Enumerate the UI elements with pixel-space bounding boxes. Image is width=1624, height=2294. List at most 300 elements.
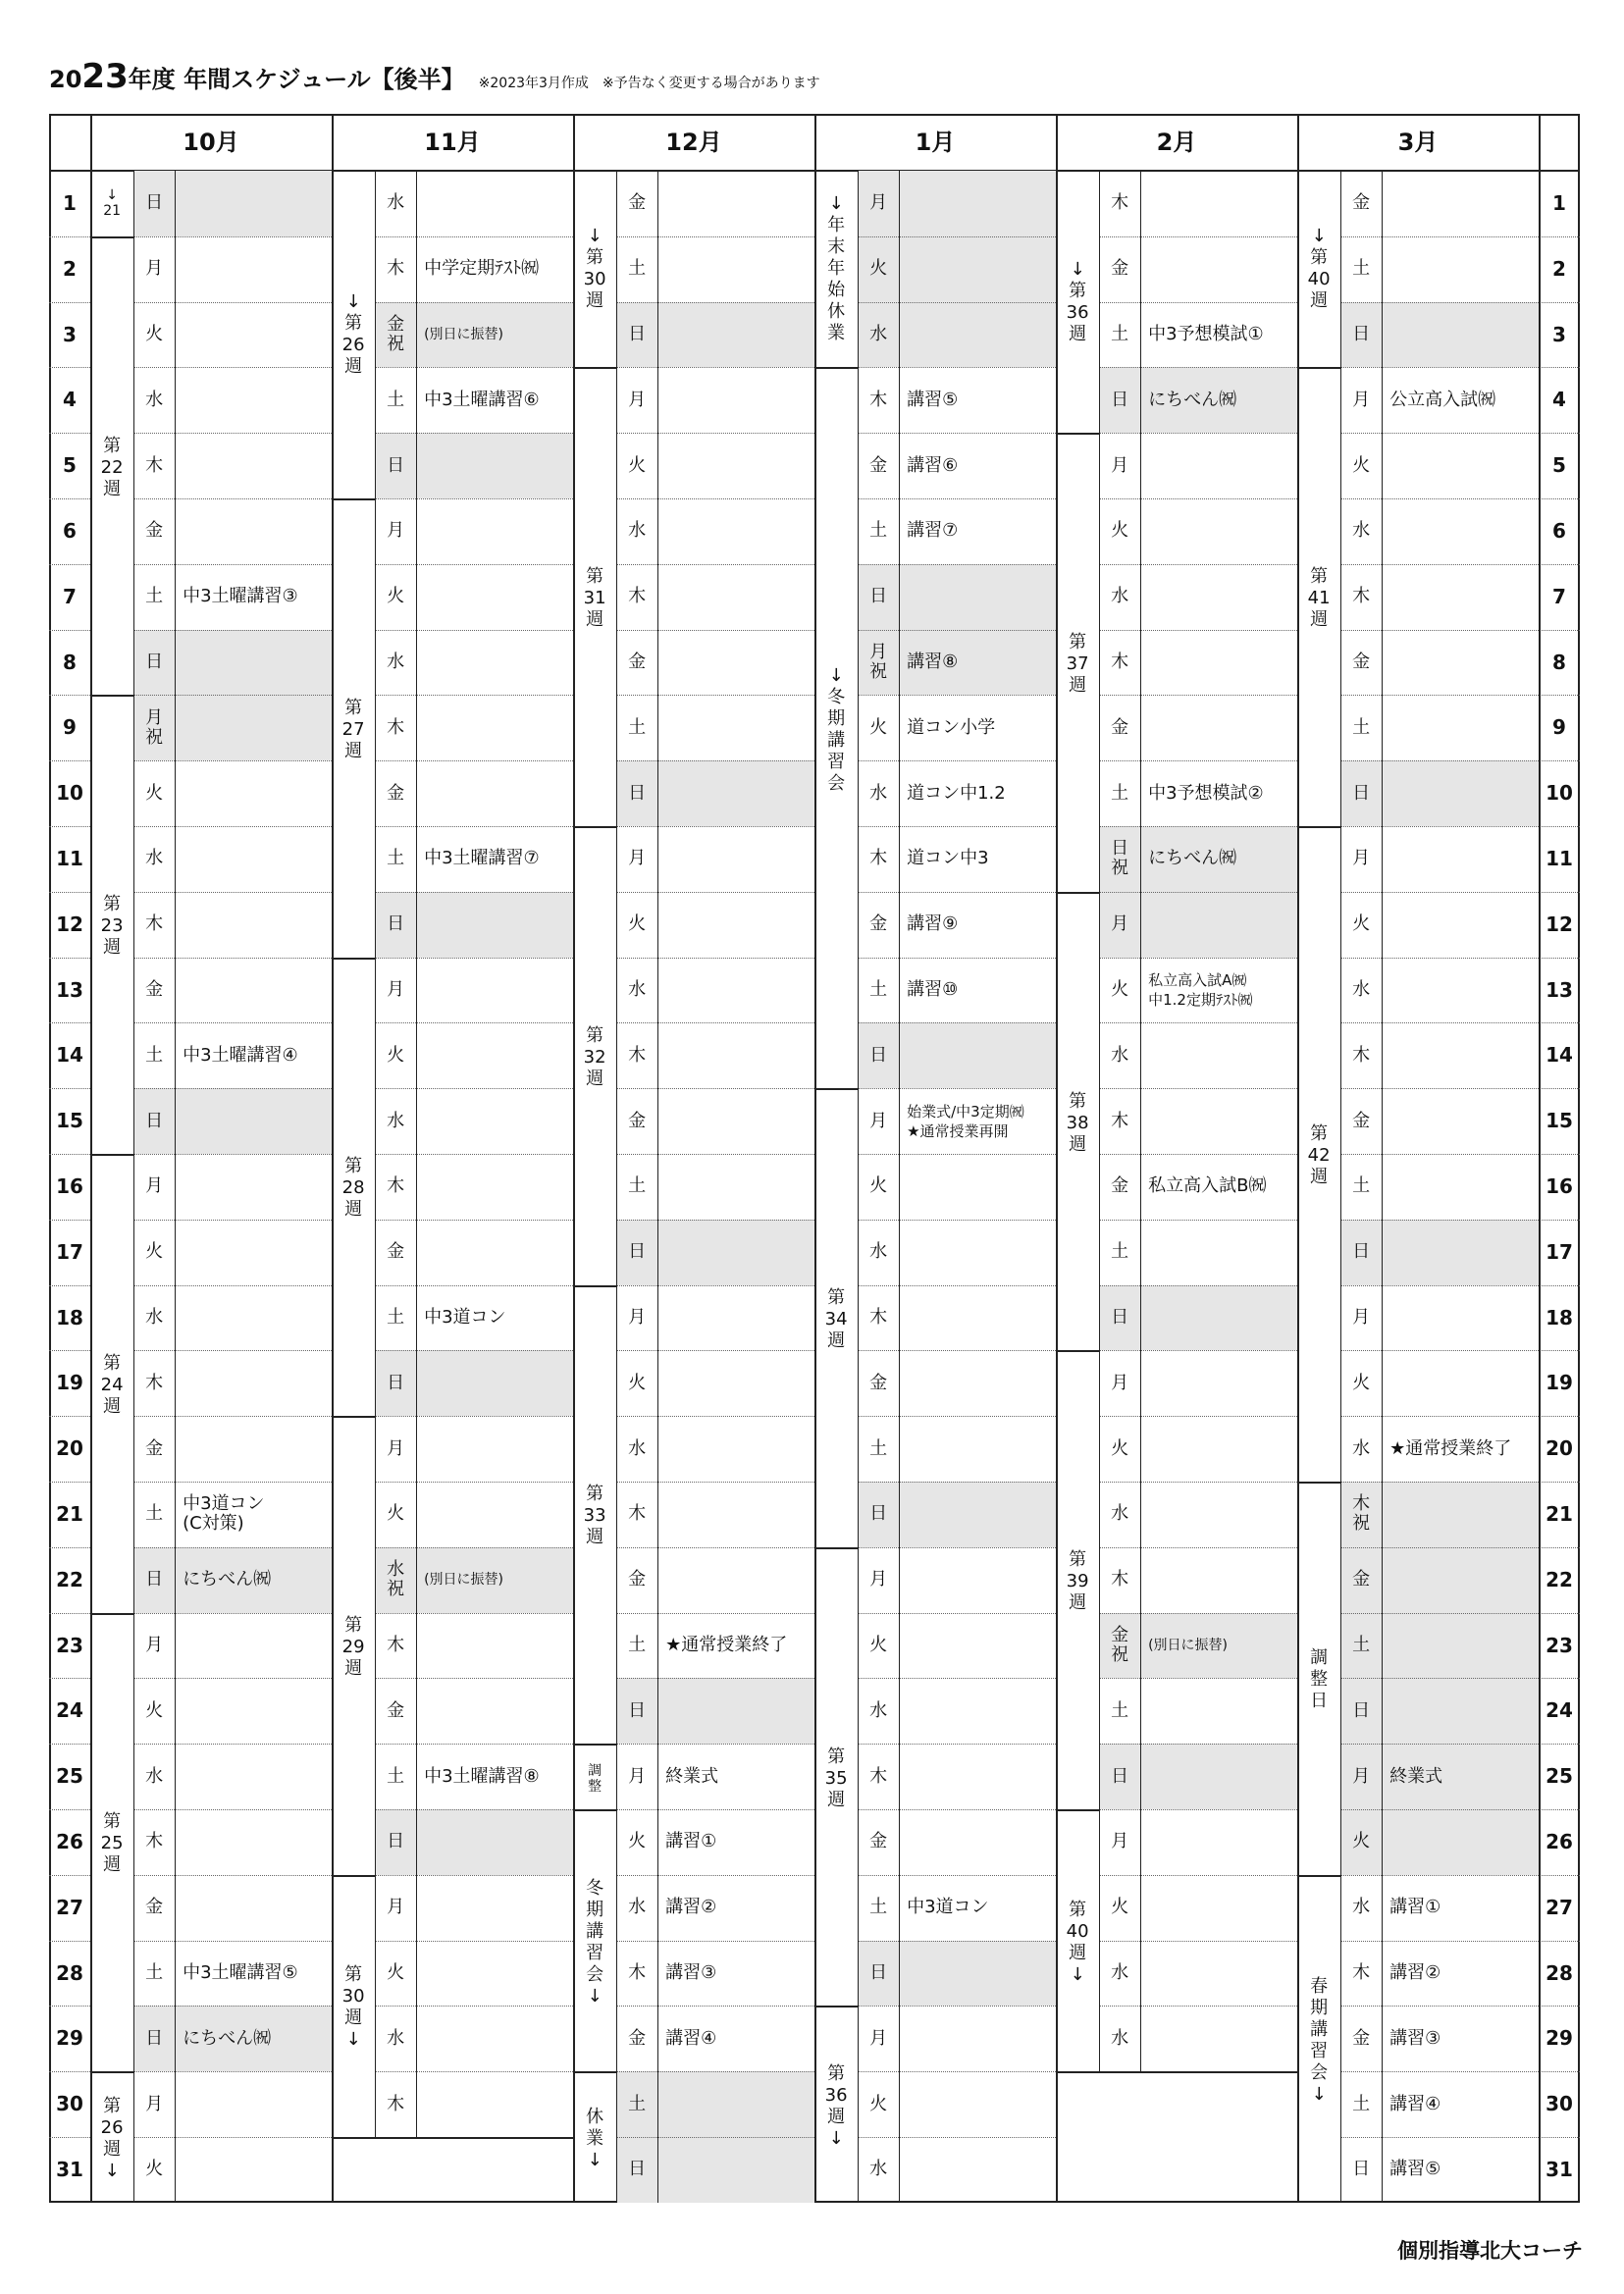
day-of-week <box>375 1088 416 1154</box>
event-divider <box>657 1350 658 1416</box>
day-of-week <box>133 236 175 302</box>
day-of-week-text: 金 <box>1111 1175 1129 1197</box>
day-number: 10 <box>56 781 83 806</box>
event-divider <box>1382 367 1383 433</box>
event-divider <box>899 760 900 826</box>
event-text: 講習③ <box>1389 2027 1441 2049</box>
week-label: 調 整 日 <box>1310 1647 1329 1712</box>
event-divider <box>899 1941 900 2007</box>
day-of-week-text: 日 <box>387 1831 405 1852</box>
day-of-week-text: 火 <box>1111 1897 1129 1918</box>
day-of-week <box>1099 826 1140 892</box>
event-text: 道コン中3 <box>907 848 989 869</box>
day-number: 27 <box>1545 1895 1573 1919</box>
event-divider <box>416 367 417 433</box>
event-divider <box>1140 1547 1141 1613</box>
day-of-week-text: 水 <box>869 323 888 344</box>
event-text: 中3土曜講習⑥ <box>424 389 540 410</box>
day-of-week-text: 月 <box>1111 913 1129 935</box>
day-of-week <box>133 1613 175 1679</box>
day-of-week <box>133 1285 175 1351</box>
title-year-prefix: 20 <box>49 66 82 93</box>
day-of-week-text: 水 <box>1111 1503 1129 1525</box>
day-of-week-text: 土 <box>1352 258 1371 280</box>
week-block <box>573 826 616 1287</box>
event-label <box>183 1941 298 2007</box>
day-number: 4 <box>1552 388 1566 412</box>
day-of-week <box>1099 630 1140 696</box>
day-of-week <box>1099 1744 1140 1809</box>
day-of-week <box>616 1744 657 1809</box>
event-text: 講習⑨ <box>907 913 959 935</box>
week-block <box>90 1154 133 1615</box>
day-of-week <box>375 1285 416 1351</box>
event-divider <box>416 892 417 958</box>
day-of-week-text: 火 <box>869 1634 888 1655</box>
day-of-week-text: 火 <box>1111 1437 1129 1459</box>
event-divider <box>416 1678 417 1744</box>
day-of-week <box>1099 171 1140 236</box>
event-text: 公立高入試㈷ <box>1389 389 1496 410</box>
day-of-week-text: 火 <box>628 1831 647 1852</box>
event-divider <box>657 630 658 696</box>
week-block <box>90 1613 133 2074</box>
day-of-week <box>1340 630 1382 696</box>
event-text: 中3土曜講習⑤ <box>183 1961 298 1983</box>
event-divider <box>1140 826 1141 892</box>
day-number: 12 <box>1545 912 1573 936</box>
event-divider <box>1382 2137 1383 2203</box>
day-of-week-text: 木 <box>628 1044 647 1066</box>
event-divider <box>899 1285 900 1351</box>
week-block <box>90 236 133 698</box>
event-divider <box>899 630 900 696</box>
week-label: 第 41 週 <box>1307 566 1331 631</box>
day-of-week <box>375 958 416 1023</box>
event-label <box>1148 1613 1228 1679</box>
day-of-week-text: 土 <box>1111 1699 1129 1721</box>
day-of-week <box>616 1154 657 1220</box>
day-number: 28 <box>1545 1960 1573 1985</box>
title-year-big: 23 <box>81 57 129 96</box>
day-of-week <box>1340 498 1382 564</box>
event-text: 中3予想模試② <box>1148 782 1264 804</box>
event-label <box>665 1941 716 2007</box>
event-text: 講習② <box>1389 1961 1441 1983</box>
day-of-week <box>375 630 416 696</box>
day-of-week-text: 金 <box>1352 1110 1371 1131</box>
event-label <box>424 367 540 433</box>
day-number: 21 <box>1545 1502 1573 1526</box>
event-text: 講習⑤ <box>907 389 959 410</box>
day-of-week <box>1340 1613 1382 1679</box>
event-divider <box>416 1744 417 1809</box>
month-header: 3月 <box>1397 129 1439 156</box>
event-divider <box>899 1088 900 1154</box>
day-of-week <box>133 630 175 696</box>
week-block <box>90 171 133 236</box>
day-number: 16 <box>56 1174 83 1198</box>
day-of-week <box>1099 1809 1140 1875</box>
day-of-week-text: 金 <box>1111 716 1129 738</box>
day-of-week-text: 金 <box>145 1437 164 1459</box>
day-of-week <box>1099 302 1140 368</box>
day-of-week-text: 金 <box>1352 1569 1371 1590</box>
day-of-week-text: 土 <box>387 848 405 869</box>
day-of-week <box>1099 564 1140 630</box>
event-text: 中3土曜講習⑧ <box>424 1765 540 1787</box>
event-divider <box>416 1613 417 1679</box>
day-of-week <box>616 892 657 958</box>
day-of-week-text: 月 <box>1352 1765 1371 1787</box>
event-divider <box>899 1809 900 1875</box>
day-of-week-text: 日 <box>387 1372 405 1393</box>
event-divider <box>1382 498 1383 564</box>
event-divider <box>1140 958 1141 1023</box>
event-divider <box>657 2071 658 2137</box>
day-of-week-text: 土 <box>145 1961 164 1983</box>
event-divider <box>1382 1416 1383 1482</box>
day-of-week-text: 月 <box>869 192 888 214</box>
event-divider <box>899 1220 900 1285</box>
week-label: ↓ 第 30 週 <box>583 226 606 312</box>
day-number: 6 <box>1552 519 1566 543</box>
day-of-week <box>1340 1547 1382 1613</box>
event-text: 講習⑦ <box>907 520 959 542</box>
week-label: 第 35 週 <box>824 1746 848 1810</box>
event-divider <box>416 1416 417 1482</box>
event-divider <box>657 236 658 302</box>
event-divider <box>1140 630 1141 696</box>
day-of-week <box>616 1941 657 2007</box>
event-divider <box>175 171 176 236</box>
event-divider <box>416 1547 417 1613</box>
day-of-week <box>1340 1154 1382 1220</box>
day-number: 17 <box>1545 1239 1573 1264</box>
event-text: 私立高入試A㈷ 中1.2定期ﾃｽﾄ㈷ <box>1148 970 1253 1009</box>
day-number: 4 <box>63 388 77 412</box>
day-of-week <box>1099 1088 1140 1154</box>
day-of-week-text: 土 <box>628 716 647 738</box>
week-label: 第 29 週 <box>341 1614 365 1679</box>
week-block <box>90 2071 133 2205</box>
event-divider <box>657 1220 658 1285</box>
event-label <box>907 826 988 892</box>
day-of-week <box>133 433 175 498</box>
event-divider <box>175 498 176 564</box>
event-divider <box>1382 564 1383 630</box>
day-of-week-text: 木 <box>1111 192 1129 214</box>
event-divider <box>175 760 176 826</box>
day-of-week <box>1099 1220 1140 1285</box>
event-divider <box>1382 1875 1383 1941</box>
event-text: (別日に振替) <box>424 326 504 342</box>
day-of-week-text: 月 <box>1352 1306 1371 1328</box>
event-divider <box>1382 302 1383 368</box>
event-divider <box>175 302 176 368</box>
day-of-week-text: 水 <box>145 848 164 869</box>
day-of-week-text: 金 <box>1111 258 1129 280</box>
day-number: 2 <box>63 256 77 281</box>
day-of-week-text: 金 <box>628 2027 647 2049</box>
day-of-week <box>858 2006 899 2071</box>
week-block <box>1056 1809 1099 2073</box>
event-divider <box>416 1809 417 1875</box>
event-divider <box>175 433 176 498</box>
day-of-week-text: 水 <box>387 192 405 214</box>
day-number: 19 <box>1545 1371 1573 1395</box>
event-text: 講習⑩ <box>907 978 959 1000</box>
week-label: 第 39 週 <box>1066 1549 1089 1614</box>
event-divider <box>657 1022 658 1088</box>
day-of-week <box>858 1744 899 1809</box>
event-text: にちべん㈷ <box>1148 389 1237 410</box>
day-of-week-text: 金 <box>628 651 647 672</box>
event-divider <box>175 1482 176 1547</box>
event-label <box>907 498 958 564</box>
day-of-week-text: 日 <box>869 586 888 607</box>
event-divider <box>899 236 900 302</box>
day-of-week-text: 月 <box>869 1569 888 1590</box>
event-divider <box>1140 892 1141 958</box>
event-label <box>665 1875 716 1941</box>
day-of-week-text: 土 <box>387 389 405 410</box>
day-of-week-text: 木 <box>1352 1961 1371 1983</box>
day-of-week <box>1340 1416 1382 1482</box>
day-of-week <box>133 498 175 564</box>
event-divider <box>1382 760 1383 826</box>
event-text: 講習① <box>1389 1897 1441 1918</box>
event-divider <box>1382 433 1383 498</box>
day-of-week-text: 日 <box>145 192 164 214</box>
day-number: 31 <box>56 2158 83 2181</box>
event-divider <box>899 1154 900 1220</box>
event-divider <box>657 1875 658 1941</box>
day-number: 13 <box>56 977 83 1002</box>
day-of-week <box>616 1547 657 1613</box>
day-of-week-text: 水 <box>1111 1044 1129 1066</box>
day-of-week <box>1099 760 1140 826</box>
event-label <box>907 630 958 696</box>
event-text: 講習⑥ <box>907 454 959 476</box>
event-divider <box>1382 171 1383 236</box>
event-divider <box>416 433 417 498</box>
event-divider <box>416 695 417 760</box>
event-divider <box>657 1285 658 1351</box>
day-of-week <box>1340 433 1382 498</box>
day-of-week <box>1099 498 1140 564</box>
event-divider <box>416 1875 417 1941</box>
day-of-week-text: 木 <box>145 913 164 935</box>
event-divider <box>1140 1482 1141 1547</box>
event-divider <box>175 1088 176 1154</box>
day-of-week <box>375 1220 416 1285</box>
day-of-week-text: 火 <box>1111 520 1129 542</box>
day-of-week <box>616 630 657 696</box>
event-divider <box>1140 1220 1141 1285</box>
day-of-week-text: 月 <box>145 1634 164 1655</box>
week-label: ↓ 第 26 週 <box>341 291 365 377</box>
day-of-week <box>133 1022 175 1088</box>
event-divider <box>657 695 658 760</box>
event-divider <box>1140 1941 1141 2007</box>
event-divider <box>1140 236 1141 302</box>
day-of-week <box>133 2006 175 2071</box>
event-divider <box>657 1547 658 1613</box>
day-of-week <box>858 1350 899 1416</box>
day-of-week-text: 土 <box>145 586 164 607</box>
event-label <box>1389 1875 1441 1941</box>
event-divider <box>1140 498 1141 564</box>
day-of-week-text: 金 <box>628 192 647 214</box>
event-divider <box>899 302 900 368</box>
week-label: 第 42 週 <box>1307 1123 1331 1187</box>
event-divider <box>899 1482 900 1547</box>
week-block <box>814 1547 858 2008</box>
day-of-week <box>1099 1154 1140 1220</box>
day-of-week-text: 水 <box>145 1765 164 1787</box>
week-label: ↓ 年 末 年 始 休 業 <box>827 193 846 344</box>
event-divider <box>175 695 176 760</box>
day-of-week <box>858 892 899 958</box>
day-of-week <box>133 1350 175 1416</box>
event-divider <box>899 1678 900 1744</box>
week-block <box>573 1285 616 1747</box>
day-column-divider <box>1539 114 1541 2203</box>
day-of-week-text: 日 <box>1111 1765 1129 1787</box>
footer-brand: 個別指導北大コーチ <box>1397 2239 1583 2263</box>
event-label <box>424 302 503 368</box>
day-of-week <box>1099 958 1140 1023</box>
event-divider <box>416 1941 417 2007</box>
day-of-week-text: 月 <box>387 520 405 542</box>
day-of-week-text: 火 <box>869 2093 888 2114</box>
day-of-week-text: 土 <box>628 1175 647 1197</box>
day-of-week <box>858 1285 899 1351</box>
event-label <box>1389 2006 1441 2071</box>
event-divider <box>657 498 658 564</box>
day-of-week <box>858 1088 899 1154</box>
day-number: 22 <box>56 1567 83 1591</box>
event-divider <box>899 695 900 760</box>
day-of-week <box>616 1416 657 1482</box>
day-number: 18 <box>1545 1305 1573 1329</box>
day-of-week-text: 水 <box>869 1241 888 1263</box>
event-divider <box>1382 1022 1383 1088</box>
event-label <box>183 1547 271 1613</box>
week-label: 休 業 ↓ <box>586 2106 604 2170</box>
event-text: 中3道コン <box>907 1897 989 1918</box>
event-divider <box>1382 1547 1383 1613</box>
day-of-week <box>133 1678 175 1744</box>
event-text: 私立高入試B㈷ <box>1148 1175 1267 1197</box>
event-text: 中3道コン <box>424 1306 506 1328</box>
day-of-week-text: 土 <box>1352 2093 1371 2114</box>
day-number: 25 <box>56 1764 83 1789</box>
day-of-week <box>375 1809 416 1875</box>
event-divider <box>1140 2006 1141 2071</box>
title-note: ※2023年3月作成 ※予告なく変更する場合があります <box>478 76 820 91</box>
day-of-week <box>375 236 416 302</box>
week-label: 春 期 講 習 会 ↓ <box>1310 1975 1329 2105</box>
day-of-week <box>858 1678 899 1744</box>
event-divider <box>175 1547 176 1613</box>
week-block <box>1297 826 1340 1484</box>
event-divider <box>1382 2071 1383 2137</box>
day-of-week <box>1099 1482 1140 1547</box>
day-of-week-text: 水 <box>869 2159 888 2180</box>
event-divider <box>899 958 900 1023</box>
event-divider <box>416 2071 417 2137</box>
day-of-week-text: 水 <box>1352 1437 1371 1459</box>
day-number: 24 <box>1545 1698 1573 1723</box>
day-of-week-text: 木 <box>1111 1110 1129 1131</box>
day-of-week <box>375 2071 416 2137</box>
week-block <box>1297 171 1340 367</box>
event-divider <box>175 1154 176 1220</box>
day-of-week <box>1340 2137 1382 2203</box>
day-of-week-text: 土 <box>628 1634 647 1655</box>
day-of-week-text: 水 <box>1111 586 1129 607</box>
day-number: 11 <box>56 847 83 870</box>
day-of-week <box>858 1547 899 1613</box>
day-of-week <box>1099 367 1140 433</box>
day-number: 22 <box>1545 1567 1573 1591</box>
day-of-week-text: 土 <box>1111 782 1129 804</box>
day-of-week-text: 金 <box>387 782 405 804</box>
event-text: 講習② <box>665 1897 717 1918</box>
day-number: 9 <box>63 715 77 740</box>
event-divider <box>657 2006 658 2071</box>
event-label <box>424 1547 503 1613</box>
day-of-week <box>858 171 899 236</box>
day-number: 11 <box>1545 847 1573 870</box>
day-of-week-text: 水 <box>628 520 647 542</box>
event-divider <box>175 1285 176 1351</box>
day-number: 5 <box>1552 453 1566 478</box>
day-of-week-text: 月 <box>387 1897 405 1918</box>
event-divider <box>657 1613 658 1679</box>
event-divider <box>1382 1482 1383 1547</box>
day-of-week-text: 水 <box>387 651 405 672</box>
day-of-week-text: 木 <box>628 586 647 607</box>
day-of-week <box>375 367 416 433</box>
event-label <box>1148 958 1252 1023</box>
day-number: 8 <box>63 650 77 674</box>
day-of-week-text: 金 祝 <box>1111 1624 1129 1665</box>
event-divider <box>657 2137 658 2203</box>
day-of-week-text: 土 <box>387 1765 405 1787</box>
day-of-week <box>616 564 657 630</box>
day-of-week-text: 木 <box>1352 586 1371 607</box>
day-of-week <box>133 892 175 958</box>
event-label <box>1148 302 1264 368</box>
day-of-week-text: 月 <box>145 1175 164 1197</box>
event-label <box>1389 1744 1442 1809</box>
day-of-week-text: 火 <box>145 323 164 344</box>
event-divider <box>416 1285 417 1351</box>
event-divider <box>416 1088 417 1154</box>
event-divider <box>175 1022 176 1088</box>
day-number: 7 <box>63 584 77 608</box>
day-of-week-text: 日 <box>628 1241 647 1263</box>
event-text: 道コン中1.2 <box>907 782 1006 804</box>
event-text: にちべん㈷ <box>183 2027 272 2049</box>
day-of-week <box>616 302 657 368</box>
event-label <box>1148 826 1236 892</box>
day-number: 2 <box>1552 256 1566 281</box>
event-divider <box>416 958 417 1023</box>
